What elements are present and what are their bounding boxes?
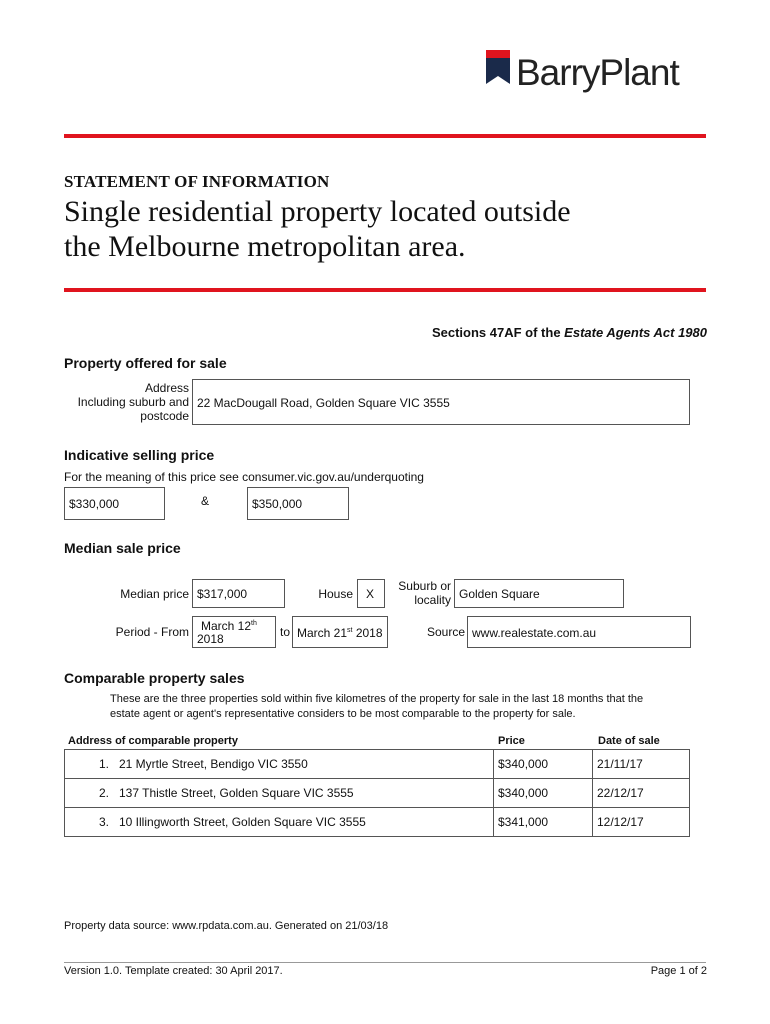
median-heading: Median sale price [64,540,181,556]
row-number: 3. [65,808,116,837]
col-header-price: Price [498,735,525,747]
price-ampersand: & [201,494,210,508]
suburb-label-line2: locality [414,593,451,607]
page-number: Page 1 of 2 [650,965,707,977]
comparable-description-line1: These are the three properties sold within five kilometres of the property for sale in the last 18 months that the [110,693,644,705]
sections-reference [432,325,707,340]
from-year: 2018 [197,632,224,646]
row-number: 1. [65,750,116,779]
comparable-description [110,692,643,722]
period-to-label: to [280,625,291,639]
period-to-value [297,626,383,640]
row-price[interactable]: $340,000 [494,779,593,808]
page-title-line1: Single residential property located outside [64,195,571,228]
suburb-label-line1: Suburb or [398,579,451,593]
top-divider [64,134,706,138]
from-month: March 12 [201,619,252,633]
table-row [65,779,690,808]
bottom-divider [64,288,706,292]
footer-divider [64,962,706,963]
page-title-line2: the Melbourne metropolitan area. [64,230,466,263]
comparable-description-line2: estate agent or agent's representative considers to be most comparable to the property for sale. [110,708,576,720]
to-month: March 21 [297,626,348,640]
address-label-line3: postcode [140,409,189,423]
row-address[interactable]: 10 Illingworth Street, Golden Square VIC 3555 [115,808,494,837]
source-field[interactable] [467,616,691,648]
row-price[interactable]: $340,000 [494,750,593,779]
suburb-value: Golden Square [459,587,540,601]
property-type-value: X [366,587,375,601]
row-date[interactable]: 12/12/17 [593,808,690,837]
sections-prefix: Sections 47AF of the [431,325,565,340]
row-date[interactable]: 21/11/17 [593,750,690,779]
property-type-field[interactable] [357,579,385,608]
address-label-line2: Including suburb and [77,395,189,409]
row-price[interactable]: $341,000 [494,808,593,837]
source-label: Source [426,625,465,639]
to-suffix: st [347,627,353,634]
address-label [78,381,189,423]
row-date[interactable]: 22/12/17 [593,779,690,808]
underquoting-note: For the meaning of this price see consumer.vic.gov.au/underquoting [64,470,424,484]
address-label-line1: Address [144,381,189,395]
row-number: 2. [65,779,116,808]
median-price-value: $317,000 [197,587,248,601]
barry-plant-logo [486,50,706,98]
property-type-label: House [318,587,353,601]
price-low-value: $330,000 [69,497,120,511]
data-source-note: Property data source: www.rpdata.com.au. Generated on 21/03/18 [64,920,389,932]
table-row [65,808,690,837]
logo-text: BarryPlant [516,52,679,93]
col-header-date: Date of sale [598,735,660,747]
period-from-field[interactable] [192,616,276,648]
source-value: www.realestate.com.au [472,626,597,640]
period-label: Period - From [115,625,189,639]
statement-kicker: STATEMENT OF INFORMATION [64,172,330,191]
row-address[interactable]: 137 Thistle Street, Golden Square VIC 3555 [115,779,494,808]
comparable-table [64,749,690,837]
median-price-label: Median price [120,587,189,601]
address-value: 22 MacDougall Road, Golden Square VIC 3555 [197,396,450,410]
period-from-value [197,619,257,646]
version-note: Version 1.0. Template created: 30 April 2017. [64,965,283,977]
property-heading: Property offered for sale [64,355,227,371]
table-row [65,750,690,779]
price-high-field[interactable] [247,487,349,520]
to-year: 2018 [352,626,383,640]
comparable-heading: Comparable property sales [64,670,245,686]
suburb-label [398,579,451,607]
act-name: Estate Agents Act 1980 [564,325,707,340]
page-title [64,194,571,264]
period-to-field[interactable] [292,616,388,648]
logo-mark-icon [486,50,510,84]
median-price-field[interactable] [192,579,285,608]
col-header-address: Address of comparable property [68,735,238,747]
suburb-field[interactable] [454,579,624,608]
from-suffix: th [251,620,257,627]
row-address[interactable]: 21 Myrtle Street, Bendigo VIC 3550 [115,750,494,779]
price-high-value: $350,000 [252,497,303,511]
price-heading: Indicative selling price [64,447,215,463]
address-field[interactable] [192,379,690,425]
price-low-field[interactable] [64,487,165,520]
